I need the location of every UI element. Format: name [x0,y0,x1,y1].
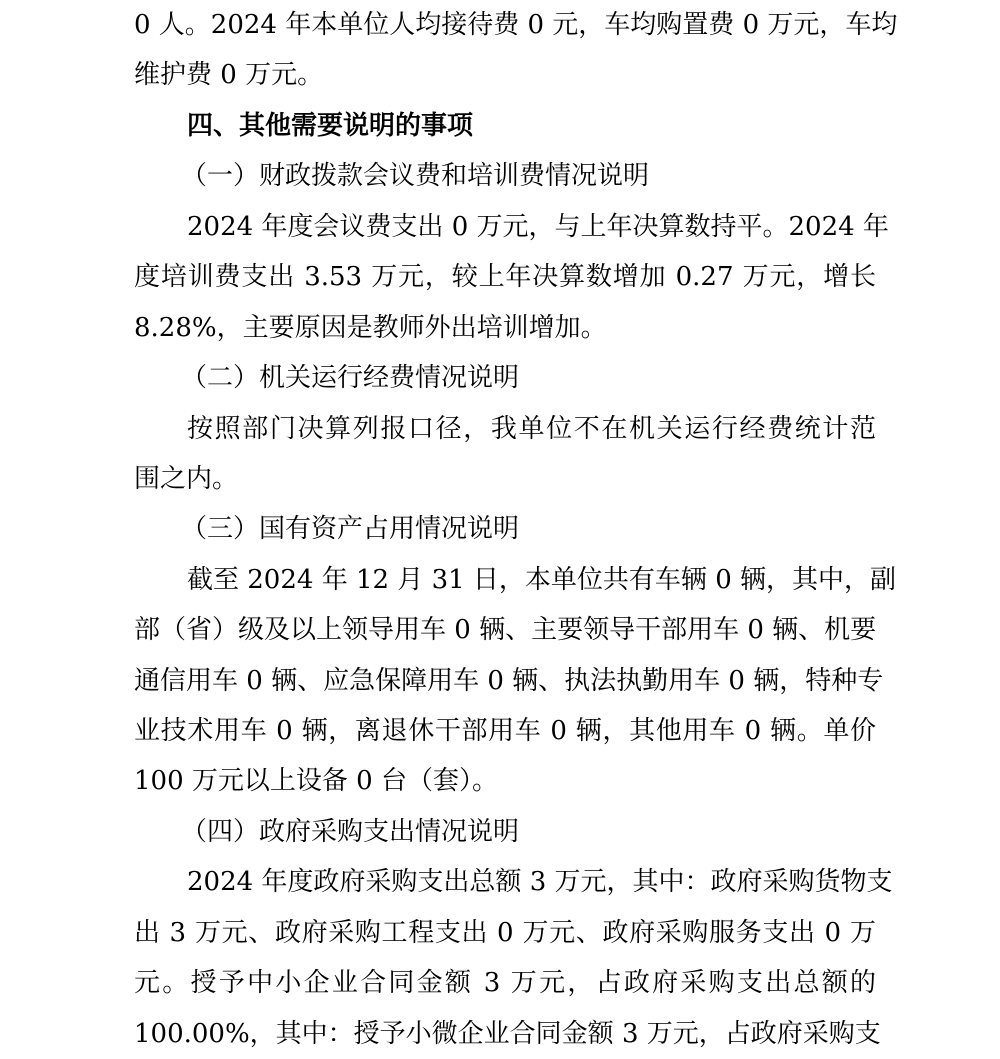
text-line-5: 2024 年度会议费支出 0 万元，与上年决算数持平。2024 年 [187,212,889,242]
text-line-7: 8.28%，主要原因是教师外出培训增加。 [134,313,607,343]
subheading-2: （二）机关运行经费情况说明 [181,363,520,393]
text-line-2: 维护费 0 万元。 [134,60,324,90]
text-line-21: 100.00%，其中：授予小微企业合同金额 3 万元，占政府采购支 [134,1019,881,1049]
subheading-4: （四）政府采购支出情况说明 [181,817,520,847]
text-line-1: 0 人。2024 年本单位人均接待费 0 元，车均购置费 0 万元，车均 [134,10,898,40]
subheading-1: （一）财政拨款会议费和培训费情况说明 [181,161,650,191]
section-heading-4: 四、其他需要说明的事项 [187,111,474,141]
subheading-3: （三）国有资产占用情况说明 [181,514,520,544]
text-line-16: 100 万元以上设备 0 台（套）。 [134,766,498,796]
text-line-19: 出 3 万元、政府采购工程支出 0 万元、政府采购服务支出 0 万 [134,918,876,948]
text-line-12: 截至 2024 年 12 月 31 日，本单位共有车辆 0 辆，其中，副 [187,565,896,595]
text-line-20: 元。授予中小企业合同金额 3 万元，占政府采购支出总额的 [134,968,876,998]
text-line-10: 围之内。 [134,464,239,494]
text-line-18: 2024 年度政府采购支出总额 3 万元，其中：政府采购货物支 [187,867,893,897]
text-line-14: 通信用车 0 辆、应急保障用车 0 辆、执法执勤用车 0 辆，特种专 [134,666,884,696]
text-line-15: 业技术用车 0 辆，离退休干部用车 0 辆，其他用车 0 辆。单价 [134,716,876,746]
text-line-9: 按照部门决算列报口径，我单位不在机关运行经费统计范 [187,414,876,444]
text-line-13: 部（省）级及以上领导用车 0 辆、主要领导干部用车 0 辆、机要 [134,615,877,645]
text-line-6: 度培训费支出 3.53 万元，较上年决算数增加 0.27 万元，增长 [134,262,876,292]
